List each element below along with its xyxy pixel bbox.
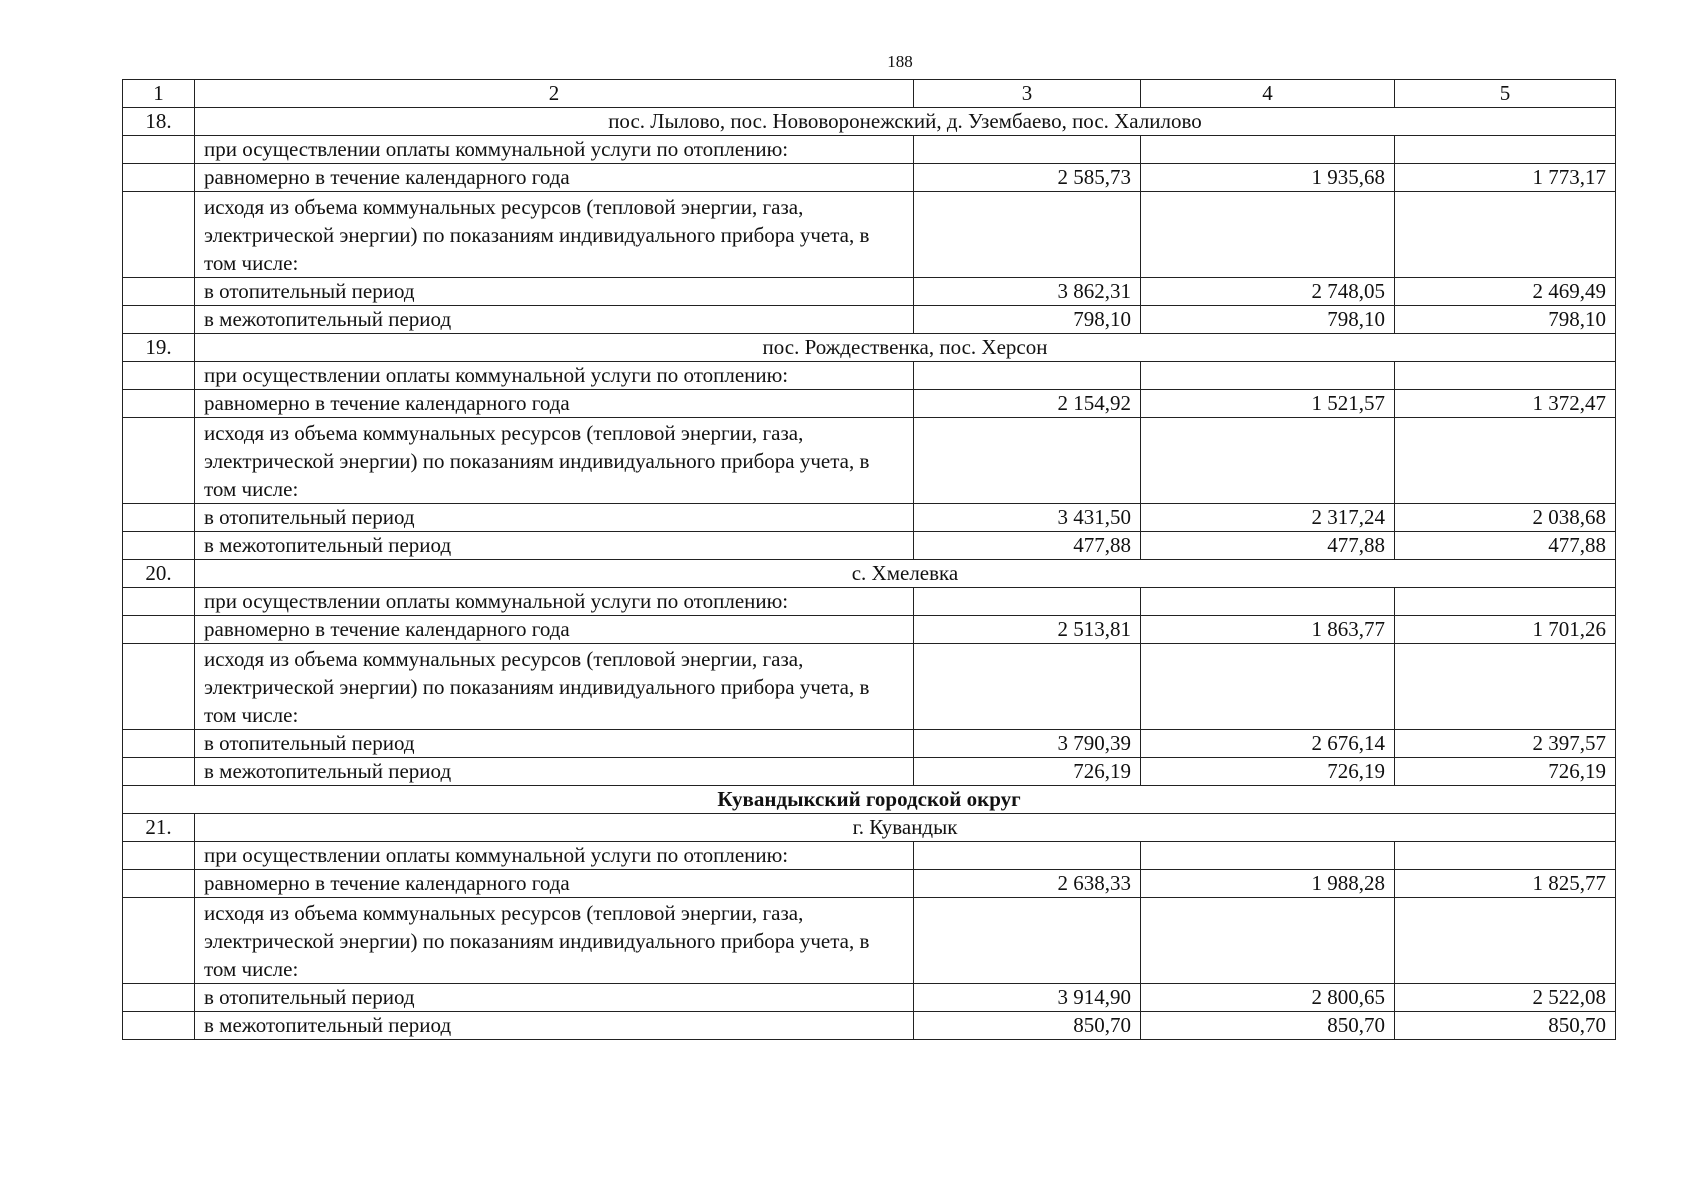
value-col-5	[1395, 192, 1616, 278]
row-description: в отопительный период	[195, 730, 914, 758]
table-body	[123, 80, 1616, 1040]
table-row	[123, 758, 1616, 786]
column-header: 5	[1395, 80, 1616, 108]
row-number	[123, 1012, 195, 1040]
value-col-3: 3 862,31	[914, 278, 1141, 306]
value-col-4: 2 800,65	[1141, 984, 1395, 1012]
row-description: равномерно в течение календарного года	[195, 164, 914, 192]
table-row	[123, 984, 1616, 1012]
row-number	[123, 984, 195, 1012]
value-col-5: 798,10	[1395, 306, 1616, 334]
value-col-3	[914, 588, 1141, 616]
row-number	[123, 192, 195, 278]
value-col-4: 850,70	[1141, 1012, 1395, 1040]
settlement-row	[123, 108, 1616, 136]
value-col-5: 477,88	[1395, 532, 1616, 560]
value-col-5: 1 773,17	[1395, 164, 1616, 192]
value-col-5: 2 469,49	[1395, 278, 1616, 306]
value-col-5	[1395, 362, 1616, 390]
row-description: исходя из объема коммунальных ресурсов (тепловой энергии, газа, электрической энергии) по показаниям индивидуального прибора учета, в том числе:	[195, 898, 914, 984]
value-col-3: 2 638,33	[914, 870, 1141, 898]
settlement-row	[123, 814, 1616, 842]
value-col-4	[1141, 588, 1395, 616]
value-col-4: 1 988,28	[1141, 870, 1395, 898]
district-row	[123, 786, 1616, 814]
value-col-5: 1 701,26	[1395, 616, 1616, 644]
value-col-4	[1141, 192, 1395, 278]
table-row	[123, 390, 1616, 418]
column-header: 1	[123, 80, 195, 108]
table-row	[123, 504, 1616, 532]
row-number: 19.	[123, 334, 195, 362]
value-col-5: 726,19	[1395, 758, 1616, 786]
row-description: исходя из объема коммунальных ресурсов (тепловой энергии, газа, электрической энергии) по показаниям индивидуального прибора учета, в том числе:	[195, 644, 914, 730]
table-row	[123, 192, 1616, 278]
row-number	[123, 136, 195, 164]
settlement-name: с. Хмелевка	[195, 560, 1616, 588]
value-col-3: 726,19	[914, 758, 1141, 786]
table-row	[123, 870, 1616, 898]
table-row	[123, 418, 1616, 504]
row-description: исходя из объема коммунальных ресурсов (тепловой энергии, газа, электрической энергии) по показаниям индивидуального прибора учета, в том числе:	[195, 192, 914, 278]
row-number	[123, 418, 195, 504]
row-number	[123, 758, 195, 786]
value-col-4: 1 863,77	[1141, 616, 1395, 644]
value-col-5: 850,70	[1395, 1012, 1616, 1040]
settlement-name: пос. Лылово, пос. Нововоронежский, д. Узембаево, пос. Халилово	[195, 108, 1616, 136]
row-description: в межотопительный период	[195, 306, 914, 334]
value-col-4: 1 521,57	[1141, 390, 1395, 418]
column-header: 2	[195, 80, 914, 108]
row-number	[123, 730, 195, 758]
row-description: равномерно в течение календарного года	[195, 390, 914, 418]
tariff-table	[122, 79, 1616, 1040]
row-number	[123, 588, 195, 616]
value-col-3	[914, 362, 1141, 390]
value-col-3: 850,70	[914, 1012, 1141, 1040]
table-row	[123, 306, 1616, 334]
table-row	[123, 898, 1616, 984]
table-row	[123, 164, 1616, 192]
row-number	[123, 898, 195, 984]
settlement-name: пос. Рождественка, пос. Херсон	[195, 334, 1616, 362]
value-col-3	[914, 898, 1141, 984]
table-row	[123, 616, 1616, 644]
row-description: равномерно в течение календарного года	[195, 616, 914, 644]
value-col-3: 2 154,92	[914, 390, 1141, 418]
table-row	[123, 730, 1616, 758]
row-number	[123, 504, 195, 532]
settlement-row	[123, 334, 1616, 362]
table-row	[123, 278, 1616, 306]
value-col-4: 726,19	[1141, 758, 1395, 786]
value-col-3: 477,88	[914, 532, 1141, 560]
settlement-name: г. Кувандык	[195, 814, 1616, 842]
value-col-3: 2 513,81	[914, 616, 1141, 644]
value-col-3: 2 585,73	[914, 164, 1141, 192]
value-col-4: 2 676,14	[1141, 730, 1395, 758]
row-description: при осуществлении оплаты коммунальной услуги по отоплению:	[195, 136, 914, 164]
row-description: в отопительный период	[195, 984, 914, 1012]
value-col-4: 2 317,24	[1141, 504, 1395, 532]
value-col-3	[914, 418, 1141, 504]
row-description: равномерно в течение календарного года	[195, 870, 914, 898]
value-col-4	[1141, 842, 1395, 870]
value-col-4	[1141, 136, 1395, 164]
value-col-4	[1141, 898, 1395, 984]
row-description: исходя из объема коммунальных ресурсов (тепловой энергии, газа, электрической энергии) по показаниям индивидуального прибора учета, в том числе:	[195, 418, 914, 504]
row-number	[123, 616, 195, 644]
value-col-5: 2 038,68	[1395, 504, 1616, 532]
value-col-5: 2 397,57	[1395, 730, 1616, 758]
row-number: 21.	[123, 814, 195, 842]
value-col-3: 3 914,90	[914, 984, 1141, 1012]
row-number	[123, 306, 195, 334]
row-number	[123, 362, 195, 390]
row-number: 18.	[123, 108, 195, 136]
value-col-5	[1395, 588, 1616, 616]
value-col-5: 2 522,08	[1395, 984, 1616, 1012]
page-number: 188	[887, 52, 913, 71]
value-col-5	[1395, 644, 1616, 730]
value-col-4: 477,88	[1141, 532, 1395, 560]
row-description: при осуществлении оплаты коммунальной услуги по отоплению:	[195, 842, 914, 870]
value-col-4: 2 748,05	[1141, 278, 1395, 306]
table-row	[123, 588, 1616, 616]
row-description: в отопительный период	[195, 278, 914, 306]
value-col-4	[1141, 644, 1395, 730]
value-col-4: 798,10	[1141, 306, 1395, 334]
district-name: Кувандыкский городской округ	[123, 786, 1616, 814]
row-description: в межотопительный период	[195, 1012, 914, 1040]
value-col-3	[914, 644, 1141, 730]
value-col-4	[1141, 418, 1395, 504]
value-col-5	[1395, 418, 1616, 504]
value-col-3: 798,10	[914, 306, 1141, 334]
row-number	[123, 390, 195, 418]
value-col-4	[1141, 362, 1395, 390]
value-col-5: 1 825,77	[1395, 870, 1616, 898]
row-number	[123, 842, 195, 870]
row-description: при осуществлении оплаты коммунальной услуги по отоплению:	[195, 588, 914, 616]
value-col-5	[1395, 842, 1616, 870]
value-col-5: 1 372,47	[1395, 390, 1616, 418]
table-row	[123, 136, 1616, 164]
value-col-3: 3 431,50	[914, 504, 1141, 532]
row-number	[123, 644, 195, 730]
row-description: в межотопительный период	[195, 758, 914, 786]
value-col-5	[1395, 136, 1616, 164]
row-number: 20.	[123, 560, 195, 588]
row-number	[123, 278, 195, 306]
settlement-row	[123, 560, 1616, 588]
row-number	[123, 164, 195, 192]
row-number	[123, 532, 195, 560]
row-description: при осуществлении оплаты коммунальной услуги по отоплению:	[195, 362, 914, 390]
header-row	[123, 80, 1616, 108]
table-row	[123, 532, 1616, 560]
value-col-3	[914, 192, 1141, 278]
value-col-3	[914, 136, 1141, 164]
table-row	[123, 842, 1616, 870]
column-header: 4	[1141, 80, 1395, 108]
row-description: в отопительный период	[195, 504, 914, 532]
row-number	[123, 870, 195, 898]
row-description: в межотопительный период	[195, 532, 914, 560]
table-row	[123, 644, 1616, 730]
value-col-5	[1395, 898, 1616, 984]
table-row	[123, 1012, 1616, 1040]
value-col-4: 1 935,68	[1141, 164, 1395, 192]
value-col-3: 3 790,39	[914, 730, 1141, 758]
column-header: 3	[914, 80, 1141, 108]
value-col-3	[914, 842, 1141, 870]
table-row	[123, 362, 1616, 390]
